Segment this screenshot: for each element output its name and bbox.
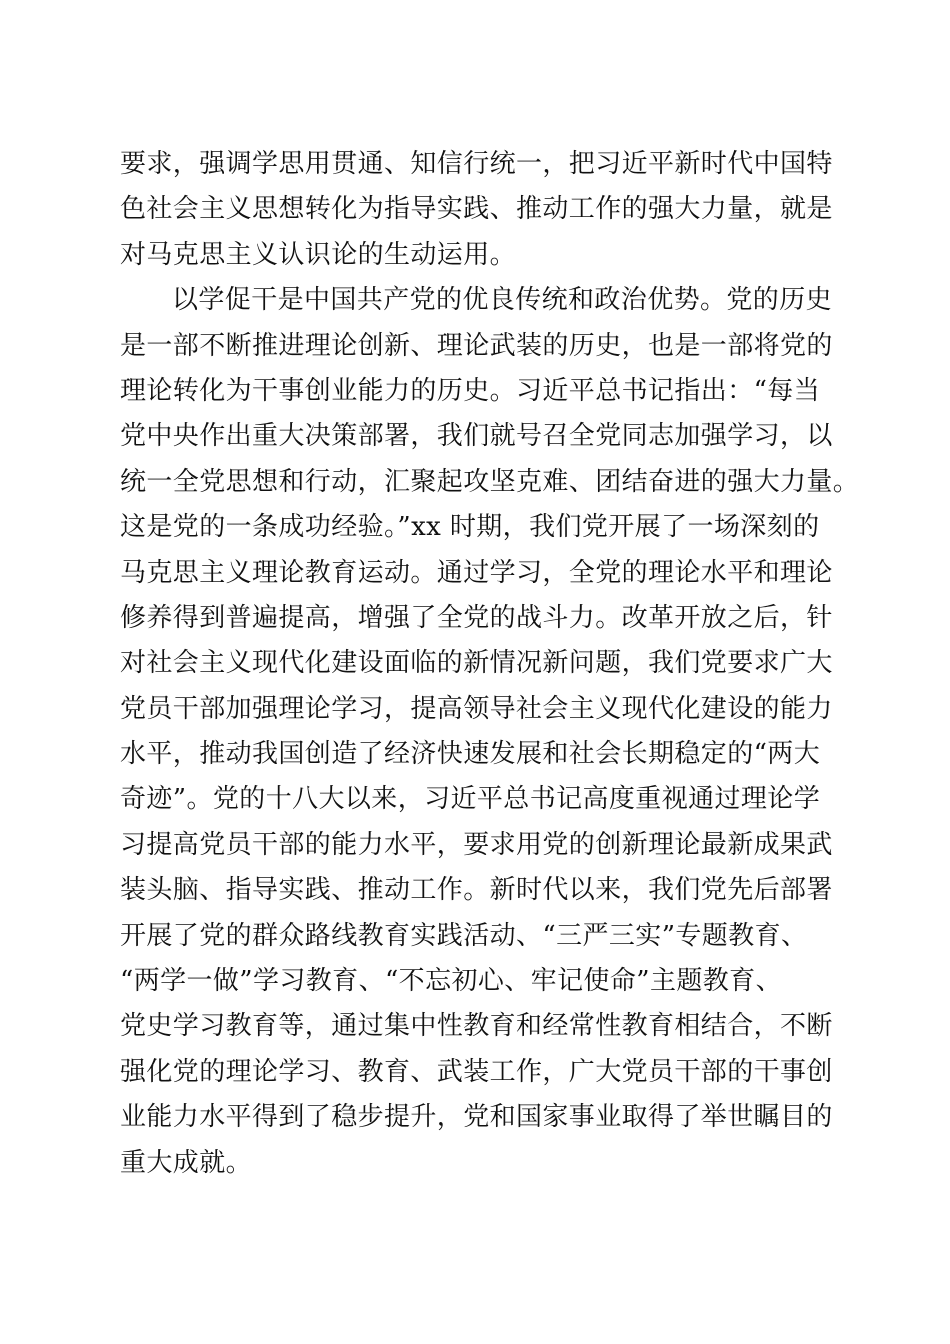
paragraph-2-line-20: 重大成就。 (120, 1147, 253, 1178)
paragraph-2-line-9: 对社会主义现代化建设面临的新情况新问题，我们党要求广大 (120, 648, 833, 679)
paragraph-2-line-1: 以学促干是中国共产党的优良传统和政治优势。党的历史 (172, 285, 833, 316)
paragraph-2-line-11: 水平，推动我国创造了经济快速发展和社会长期稳定的“两大 (120, 739, 821, 770)
paragraph-2-line-7: 马克思主义理论教育运动。通过学习，全党的理论水平和理论 (120, 557, 833, 588)
paragraph-2-line-5: 统一全党思想和行动，汇聚起攻坚克难、团结奋进的强大力量。 (120, 466, 860, 497)
paragraph-2-line-10: 党员干部加强理论学习，提高领导社会主义现代化建设的能力 (120, 693, 833, 724)
paragraph-2-line-14: 装头脑、指导实践、推动工作。新时代以来，我们党先后部署 (120, 875, 833, 906)
paragraph-2-line-3: 理论转化为干事创业能力的历史。习近平总书记指出：“每当 (120, 375, 821, 406)
paragraph-2-line-18: 强化党的理论学习、教育、武装工作，广大党员干部的干事创 (120, 1056, 833, 1087)
paragraph-1-line-3: 对马克思主义认识论的生动运用。 (120, 239, 517, 270)
paragraph-1-line-1: 要求，强调学思用贯通、知信行统一，把习近平新时代中国特 (120, 149, 833, 179)
paragraph-2-line-8: 修养得到普遍提高，增强了全党的战斗力。改革开放之后，针 (120, 602, 833, 633)
paragraph-2-line-15: 开展了党的群众路线教育实践活动、“三严三实”专题教育、 (120, 920, 808, 951)
paragraph-2-line-19: 业能力水平得到了稳步提升，党和国家事业取得了举世瞩目的 (120, 1102, 833, 1133)
paragraph-2-line-17: 党史学习教育等，通过集中性教育和经常性教育相结合，不断 (120, 1011, 833, 1042)
paragraph-1-line-2: 色社会主义思想转化为指导实践、推动工作的强大力量，就是 (120, 194, 833, 225)
paragraph-2-line-6: 这是党的一条成功经验。”xx 时期，我们党开展了一场深刻的 (120, 512, 820, 543)
paragraph-2-line-16: “两学一做”学习教育、“不忘初心、牢记使命”主题教育、 (120, 966, 782, 997)
paragraph-2-line-13: 习提高党员干部的能力水平，要求用党的创新理论最新成果武 (120, 829, 833, 860)
paragraph-2-line-2: 是一部不断推进理论创新、理论武装的历史，也是一部将党的 (120, 330, 833, 361)
paragraph-2-line-12: 奇迹”。党的十八大以来，习近平总书记高度重视通过理论学 (120, 784, 821, 815)
document-body (120, 142, 860, 1186)
paragraph-2-line-4: 党中央作出重大决策部署，我们就号召全党同志加强学习，以 (120, 421, 833, 452)
